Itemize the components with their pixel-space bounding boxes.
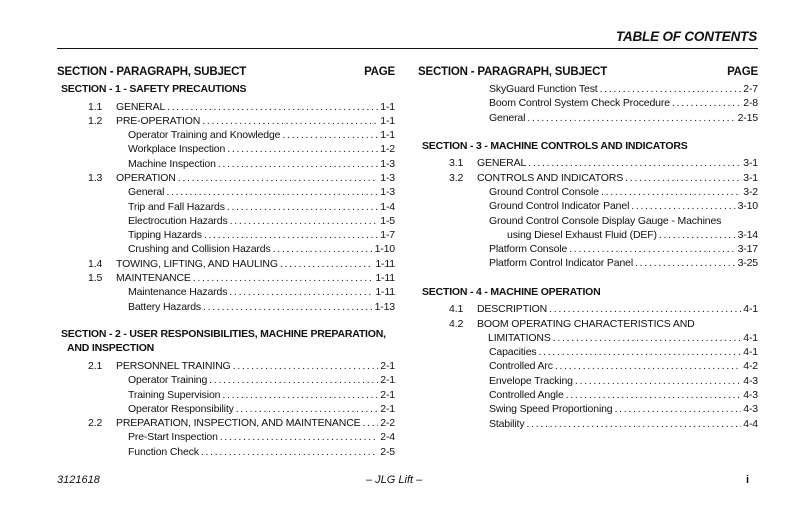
dot-leader [527,111,735,125]
toc-entry[interactable] [57,271,395,285]
toc-entry-line[interactable] [418,214,758,228]
dot-leader [635,256,736,270]
entry-page: 4-3 [743,374,758,387]
entry-title: Stability [489,417,525,430]
entry-page: 3-10 [737,200,758,213]
entry-page: 2-1 [380,402,395,415]
entry-page: 2-1 [380,374,395,387]
dot-leader [528,156,741,170]
entry-title: PREPARATION, INSPECTION, AND MAINTENANCE [116,417,361,430]
toc-entry[interactable] [57,388,395,402]
toc-entry[interactable] [418,82,758,96]
toc-entry[interactable] [418,256,758,270]
toc-entry[interactable] [57,200,395,214]
dot-leader [282,128,378,142]
entry-title: MAINTENANCE [116,272,191,285]
toc-entry[interactable] [418,242,758,256]
toc-entry[interactable] [418,402,758,416]
entry-number: 1.5 [88,272,103,285]
section-title-continued: AND INSPECTION [67,342,155,355]
entry-title: PRE-OPERATION [116,114,201,127]
entry-page: 4-1 [743,346,758,359]
entry-title: Swing Speed Proportioning [489,403,613,416]
toc-entry[interactable] [418,374,758,388]
entry-title: PERSONNEL TRAINING [116,359,231,372]
entry-title: using Diesel Exhaust Fluid (DEF) [507,228,657,241]
toc-entry[interactable] [57,430,395,444]
entry-page: 1-3 [380,171,395,184]
entry-title: Training Supervision [128,388,221,401]
entry-page: 2-5 [380,445,395,458]
entry-title: TOWING, LIFTING, AND HAULING [116,257,278,270]
entry-number: 2.1 [88,359,103,372]
entry-title: GENERAL [477,157,527,170]
entry-page: 4-1 [743,331,758,344]
dot-leader [209,373,378,387]
entry-title: Platform Control Indicator Panel [489,257,634,270]
dot-leader [204,228,378,242]
dot-leader [659,228,736,242]
entry-page: 1-1 [380,100,395,113]
dot-leader [236,402,379,416]
dot-leader [273,242,373,256]
toc-column-right [418,64,758,431]
entry-page: 2-1 [380,388,395,401]
dot-leader [167,100,378,114]
entry-title: Workplace Inspection [128,143,226,156]
entry-page: 2-4 [380,431,395,444]
toc-entry[interactable] [57,100,395,114]
entry-page: 4-2 [743,360,758,373]
entry-page: 1-5 [380,214,395,227]
page-number: i [746,474,750,486]
toc-entry[interactable] [57,114,395,128]
toc-entry[interactable] [418,96,758,110]
entry-number: 3.1 [449,157,464,170]
dot-leader [222,388,378,402]
toc-entry[interactable] [418,156,758,170]
entry-page: 4-1 [743,303,758,316]
entry-page: 1-1 [380,114,395,127]
toc-entry[interactable] [57,402,395,416]
entry-number: 1.1 [88,100,103,113]
dot-leader [566,388,742,402]
header-rule [57,48,758,49]
entry-page: 1-3 [380,157,395,170]
toc-entry[interactable] [418,171,758,185]
entry-number: 3.2 [449,171,464,184]
dot-leader [631,199,735,213]
entry-title: Ground Control Console Display Gauge - Machines [489,214,722,227]
toc-entry[interactable] [57,157,395,171]
section-heading [57,82,395,97]
entry-title: Capacities [489,346,537,359]
page-title: TABLE OF CONTENTS [615,29,757,44]
toc-entry[interactable] [57,228,395,242]
entry-title: GENERAL [116,100,166,113]
toc-entry[interactable] [418,228,758,242]
document-number: 3121618 [57,474,100,486]
entry-title: Function Check [128,445,199,458]
toc-entry[interactable] [57,185,395,199]
dot-leader [672,96,741,110]
entry-page: 2-15 [737,111,758,124]
dot-leader [555,359,741,373]
entry-page: 1-4 [380,200,395,213]
entry-page: 3-1 [743,171,758,184]
dot-leader [575,374,741,388]
entry-title: DESCRIPTION [477,303,548,316]
dot-leader [193,271,374,285]
entry-page: 3-25 [737,257,758,270]
entry-page: 3-2 [743,185,758,198]
entry-page: 2-8 [743,97,758,110]
dot-leader [201,445,378,459]
entry-title: General [489,111,526,124]
section-heading [418,285,758,300]
toc-entry[interactable] [57,300,395,314]
column-heading [418,64,758,80]
entry-page: 1-10 [374,243,395,256]
entry-title: OPERATION [116,171,176,184]
toc-entry[interactable] [57,373,395,387]
entry-number: 4.2 [449,317,464,330]
toc-entry[interactable] [418,331,758,345]
entry-number: 1.4 [88,257,103,270]
entry-title: Electrocution Hazards [128,214,228,227]
dot-leader [178,171,379,185]
entry-page: 4-3 [743,389,758,402]
entry-title: General [128,186,165,199]
entry-title: BOOM OPERATING CHARACTERISTICS AND [477,317,695,330]
entry-page: 2-1 [380,359,395,372]
entry-title: Crushing and Collision Hazards [128,243,271,256]
dot-leader [549,302,741,316]
dot-leader [203,300,373,314]
entry-page: 3-17 [737,243,758,256]
dot-leader [615,402,742,416]
entry-title: Maintenance Hazards [128,286,228,299]
section-title: SECTION - 2 - USER RESPONSIBILITIES, MACHINE PREPARATION, [61,327,386,340]
dot-leader [230,214,379,228]
entry-title: CONTROLS AND INDICATORS [477,171,624,184]
dot-leader [539,345,742,359]
toc-entry[interactable] [57,242,395,256]
toc-entry[interactable] [418,111,758,125]
entry-title: Ground Control Indicator Panel [489,200,630,213]
toc-entry[interactable] [418,185,758,199]
dot-leader [202,114,378,128]
entry-title: Battery Hazards [128,300,202,313]
toc-entry[interactable] [418,417,758,431]
section-heading [418,139,758,154]
entry-page: 3-14 [737,228,758,241]
toc-entry[interactable] [418,388,758,402]
entry-page: 1-7 [380,229,395,242]
entry-page: 1-11 [375,286,395,299]
dot-leader [362,416,378,430]
entry-number: 1.3 [88,171,103,184]
entry-page: 1-13 [374,300,395,313]
toc-column-left [57,64,395,459]
heading-subject: SECTION - PARAGRAPH, SUBJECT [57,66,247,78]
dot-leader [233,359,379,373]
entry-title: Pre-Start Inspection [128,431,218,444]
dot-leader [227,200,378,214]
entry-number: 2.2 [88,417,103,430]
toc-entry[interactable] [57,359,395,373]
entry-title: Operator Training [128,374,208,387]
entry-page: 1-2 [380,143,395,156]
toc-entry[interactable] [57,257,395,271]
toc-entry-line[interactable] [418,317,758,331]
section-title: SECTION - 3 - MACHINE CONTROLS AND INDICATORS [422,139,688,152]
entry-title: Ground Control Console [489,185,599,198]
entry-title: Boom Control System Check Procedure [489,97,670,110]
toc-entry[interactable] [57,171,395,185]
entry-page: 1-11 [375,257,395,270]
entry-title: Operator Training and Knowledge [128,129,281,142]
entry-page: 4-4 [743,417,758,430]
section-heading [57,327,395,356]
dot-leader [601,185,741,199]
entry-page: 3-1 [743,157,758,170]
dot-leader [553,331,742,345]
entry-page: 1-11 [375,272,395,285]
dot-leader [218,157,378,171]
dot-leader [166,185,378,199]
dot-leader [600,82,742,96]
toc-entry[interactable] [57,142,395,156]
entry-page: 1-3 [380,186,395,199]
entry-number: 1.2 [88,114,103,127]
entry-title: Operator Responsibility [128,402,234,415]
toc-entry[interactable] [57,214,395,228]
dot-leader [625,171,741,185]
toc-entry[interactable] [57,128,395,142]
dot-leader [229,285,373,299]
entry-title: Controlled Arc [489,360,553,373]
toc-entry[interactable] [418,345,758,359]
entry-title: SkyGuard Function Test [489,83,598,95]
heading-subject: SECTION - PARAGRAPH, SUBJECT [418,66,608,78]
dot-leader [526,417,741,431]
toc-entry[interactable] [418,199,758,213]
dot-leader [569,242,735,256]
dot-leader [280,257,373,271]
entry-title: Tipping Hazards [128,229,202,242]
entry-number: 4.1 [449,303,464,316]
entry-title: Machine Inspection [128,157,216,170]
entry-title: Controlled Angle [489,389,564,402]
section-title: SECTION - 4 - MACHINE OPERATION [422,285,601,298]
entry-page: 2-7 [743,83,758,95]
toc-entry[interactable] [57,285,395,299]
section-title: SECTION - 1 - SAFETY PRECAUTIONS [61,83,247,95]
toc-entry[interactable] [57,445,395,459]
entry-title: Trip and Fall Hazards [128,200,225,213]
toc-entry[interactable] [418,359,758,373]
entry-title: Platform Console [489,243,568,256]
footer-brand: – JLG Lift – [366,474,423,486]
dot-leader [227,142,378,156]
entry-page: 4-3 [743,403,758,416]
heading-page: PAGE [364,66,395,78]
entry-page: 2-2 [380,417,395,430]
entry-page: 1-1 [380,129,395,142]
entry-title: Envelope Tracking [489,374,573,387]
column-heading [57,64,395,80]
heading-page: PAGE [727,66,758,78]
dot-leader [220,430,378,444]
toc-entry[interactable] [418,302,758,316]
entry-title: LIMITATIONS [488,331,551,344]
toc-entry[interactable] [57,416,395,430]
